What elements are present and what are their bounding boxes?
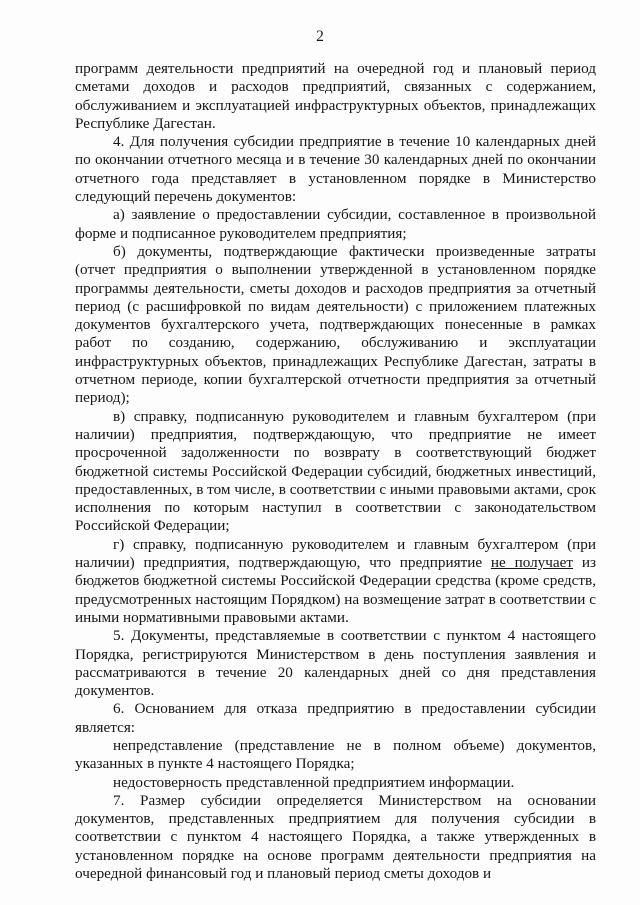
- paragraph-item-4b: б) документы, подтверждающие фактически произведенные затраты (отчет предприятия о выполнении утвержденной в установленном порядке программы деятельности, сметы доходов и расходов предприятия за отчетный период (с расшифровкой по видам деятельности) с приложением платежных документов бухгалтерского учета, подтверждающих понесенные в рамках работ по созданию, содержанию, обслуживанию и эксплуатации инфраструктурных объектов, принадлежащих Республике Дагестан, затраты в отчетном периоде, копии бухгалтерской отчетности предприятия за отчетный период);: [75, 242, 596, 407]
- paragraph-item-4a: а) заявление о предоставлении субсидии, составленное в произвольной форме и подписанное руководителем предприятия;: [75, 206, 596, 242]
- paragraph-item-6: 6. Основанием для отказа предприятию в предоставлении субсидии является:: [75, 700, 596, 736]
- page-number: 2: [316, 28, 324, 45]
- paragraph-item-4: 4. Для получения субсидии предприятие в течение 10 календарных дней по окончании отчетного месяца и в течение 30 календарных дней по окончании отчетного года представляет в установленном порядке в Министерство следующий перечень документов:: [75, 133, 596, 206]
- underlined-phrase: не получает: [490, 554, 574, 572]
- paragraph-item-7: 7. Размер субсидии определяется Министерством на основании документов, представленных предприятием для получения субсидии в соответствии с пунктом 4 настоящего Порядка, а также утвержденных в установленном порядке на основе программ деятельности предприятия на очередной финансовый год и плановый период сметы доходов и: [75, 791, 596, 883]
- paragraph-item-6-reason-2: недостоверность представленной предприятием информации.: [113, 773, 515, 791]
- paragraph-continuation: программ деятельности предприятий на очередной год и плановый период сметами доходов и расходов предприятий, связанных с содержанием, обслуживанием и эксплуатацией инфраструктурных объектов, принадлежащих Республике Дагестан.: [75, 60, 596, 132]
- paragraph-item-6-reason-1: непредставление (представление не в полном объеме) документов, указанных в пункте 4 настоящего Порядка;: [75, 736, 596, 773]
- paragraph-item-4g-part-2: из бюджетов бюджетной системы Российской Федерации средства (кроме средств, предусмотренных настоящим Порядком) на возмещение затрат в соответствии с иными нормативными правовыми актами.: [75, 554, 596, 626]
- paragraph-item-4v: в) справку, подписанную руководителем и главным бухгалтером (при наличии) предприятия, подтверждающую, что предприятие не имеет просроченной задолженности по возврату в соответствующий бюджет бюджетной системы Российской Федерации субсидий, бюджетных инвестиций, предоставленных, в том числе, в соответствии с иными правовыми актами, срок исполнения по которым наступил в соответствии с законодательством Российской Федерации;: [75, 407, 597, 535]
- paragraph-item-4g: [75, 536, 596, 627]
- paragraph-item-4g-part-1: г) справку, подписанную руководителем и главным бухгалтером (при наличии) предприятия, подтверждающую, что предприятие: [75, 535, 596, 572]
- document-body: [75, 60, 596, 883]
- paragraph-item-5: 5. Документы, представляемые в соответствии с пунктом 4 настоящего Порядка, регистрируются Министерством в день поступления заявления и рассматриваются в течение 20 календарных дней со дня представления документов.: [75, 627, 596, 700]
